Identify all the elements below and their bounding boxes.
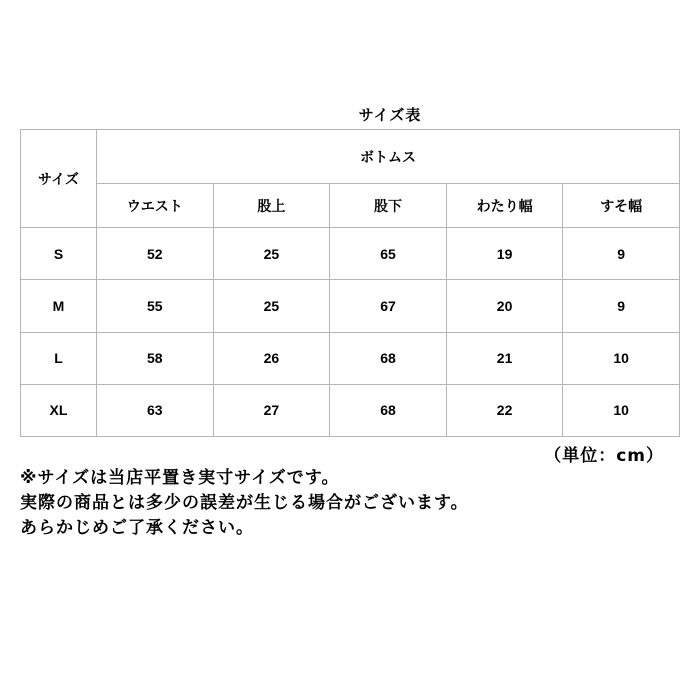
value-cell: 26: [213, 332, 330, 384]
value-cell: 25: [213, 280, 330, 332]
value-cell: 68: [330, 384, 447, 436]
value-cell: 65: [330, 228, 447, 280]
note-line: 実際の商品とは多少の誤差が生じる場合がございます。: [20, 493, 469, 513]
value-cell: 20: [446, 280, 563, 332]
note-line: ※サイズは当店平置き実寸サイズです。: [20, 468, 340, 488]
size-cell: XL: [21, 384, 97, 436]
group-header: ボトムス: [97, 130, 680, 184]
header-row-columns: [21, 184, 680, 228]
note-line: あらかじめご了承ください。: [20, 518, 254, 538]
value-cell: 68: [330, 332, 447, 384]
value-cell: 52: [97, 228, 214, 280]
value-cell: 21: [446, 332, 563, 384]
table-row: [21, 384, 680, 436]
value-cell: 22: [446, 384, 563, 436]
value-cell: 67: [330, 280, 447, 332]
value-cell: 58: [97, 332, 214, 384]
column-header: ウエスト: [97, 184, 214, 228]
unit-label: （単位：cm）: [544, 446, 664, 466]
size-cell: L: [21, 332, 97, 384]
table-row: [21, 280, 680, 332]
notes-block: [20, 466, 469, 541]
value-cell: 25: [213, 228, 330, 280]
value-cell: 9: [563, 228, 680, 280]
value-cell: 55: [97, 280, 214, 332]
size-cell: M: [21, 280, 97, 332]
value-cell: 19: [446, 228, 563, 280]
value-cell: 27: [213, 384, 330, 436]
column-header: 股上: [213, 184, 330, 228]
column-header: わたり幅: [446, 184, 563, 228]
table-title: サイズ表: [358, 106, 422, 124]
table-row: [21, 332, 680, 384]
value-cell: 9: [563, 280, 680, 332]
size-table: [20, 129, 680, 437]
column-header: 股下: [330, 184, 447, 228]
column-header: すそ幅: [563, 184, 680, 228]
size-cell: S: [21, 228, 97, 280]
value-cell: 63: [97, 384, 214, 436]
table-row: [21, 228, 680, 280]
header-row-group: [21, 130, 680, 184]
value-cell: 10: [563, 332, 680, 384]
value-cell: 10: [563, 384, 680, 436]
size-header: サイズ: [21, 130, 97, 228]
